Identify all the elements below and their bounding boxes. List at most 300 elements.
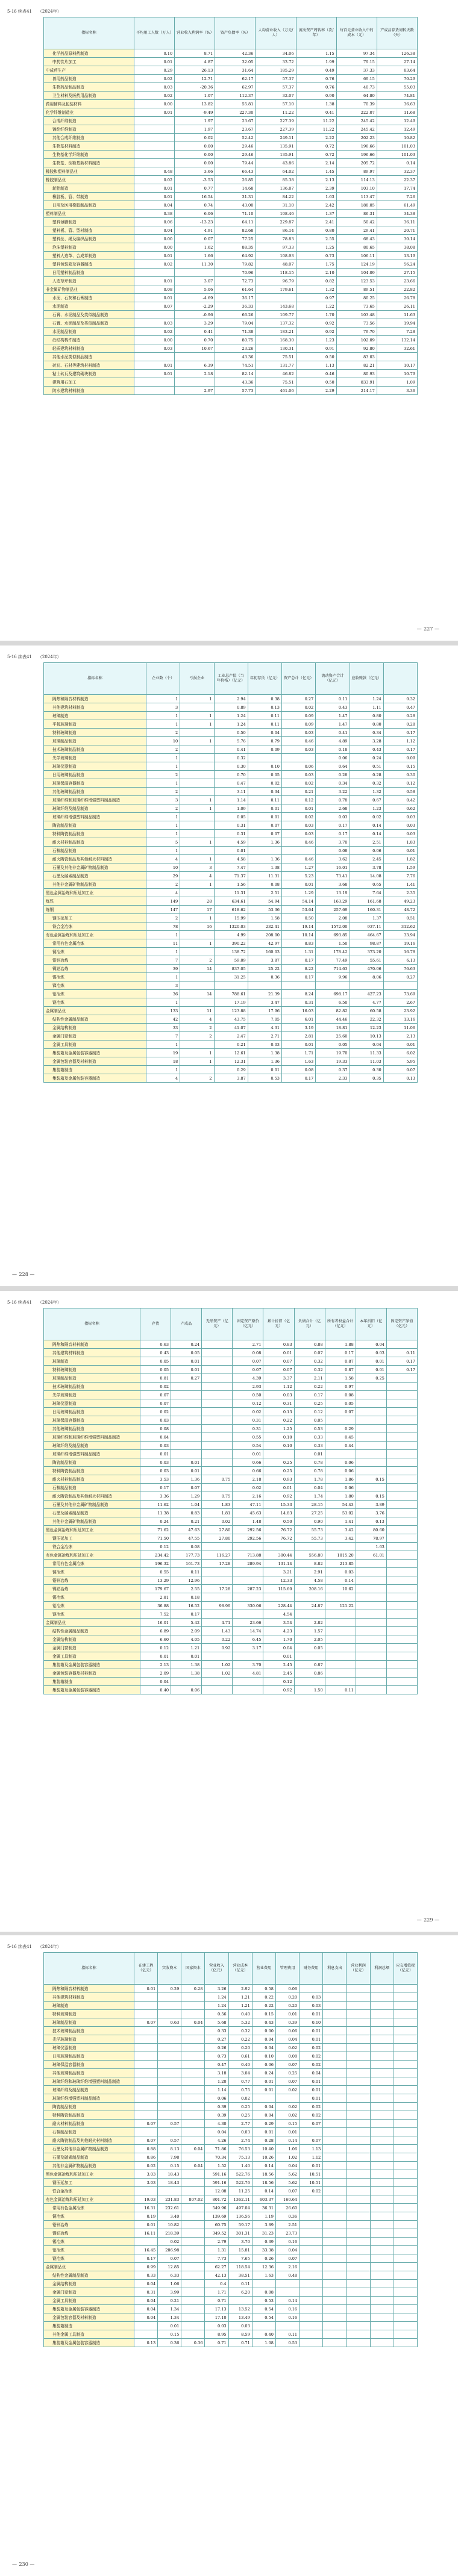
table-cell	[394, 2061, 417, 2069]
table-cell: 0.17	[140, 1484, 171, 1492]
table-cell: 59.09	[214, 956, 248, 965]
table-cell: 1	[180, 695, 214, 703]
table-cell: 2.79	[205, 2238, 228, 2246]
table-cell	[323, 2010, 347, 2018]
table-cell	[386, 1442, 417, 1450]
table-cell: 0.07	[263, 1366, 294, 1374]
row-label: 石棉制品制造	[44, 2128, 134, 2136]
table-cell	[394, 2027, 417, 2035]
column-header: 亏损企业	[180, 663, 214, 695]
table-cell: 0.30	[350, 1066, 383, 1074]
table-row	[44, 193, 418, 201]
table-cell: 0.03	[228, 2322, 252, 2330]
table-cell: 2.92	[228, 1985, 252, 1993]
table-cell: 4.39	[233, 1374, 263, 1383]
table-header-row	[44, 1953, 418, 1985]
table-cell	[350, 982, 383, 990]
table-cell: 8.06	[350, 973, 383, 982]
table-row	[44, 712, 418, 720]
table-cell: 0.34	[248, 788, 281, 796]
table-row	[44, 1057, 418, 1066]
table-cell	[356, 1678, 386, 1686]
table-cell: 618.62	[214, 906, 248, 914]
table-row	[44, 720, 418, 729]
table-cell: 47.11	[233, 1501, 263, 1509]
table-cell: 16.54	[175, 193, 215, 201]
table-cell: 160.31	[350, 906, 383, 914]
row-label: 石墨及其他非金属矿物制品制造	[44, 2145, 134, 2153]
table-cell: 3.22	[316, 788, 350, 796]
column-header: 平均用工人数（万人）	[134, 17, 175, 49]
table-row	[44, 1374, 418, 1383]
table-row	[44, 745, 418, 754]
table-cell: 83.64	[377, 66, 417, 75]
table-cell: 160.03	[248, 948, 281, 956]
table-cell: 36.17	[215, 294, 256, 302]
table-cell	[383, 982, 417, 990]
table-cell: 43.00	[215, 201, 256, 210]
table-cell: 0.20	[228, 2044, 252, 2052]
table-cell: 21.39	[248, 990, 281, 998]
table-cell	[325, 1669, 356, 1678]
table-cell: 0.04	[134, 2313, 158, 2322]
table-cell: 461.06	[256, 387, 296, 395]
table-cell	[323, 2204, 347, 2212]
table-cell: 0.41	[175, 328, 215, 336]
table-row	[44, 151, 418, 159]
table-cell: 0.31	[263, 1399, 294, 1408]
table-cell: 0.16	[275, 2238, 299, 2246]
table-cell: 0.17	[294, 1391, 325, 1399]
table-cell: 11.33	[350, 1049, 383, 1057]
table-cell: 3.40	[158, 2212, 181, 2221]
table-cell: 132.14	[377, 336, 417, 344]
table-cell: 3.70	[228, 2238, 252, 2246]
table-row	[44, 1993, 418, 2002]
table-cell: 17.10	[205, 2313, 228, 2322]
table-cell: 31.10	[256, 201, 296, 210]
table-cell: 0.58	[383, 788, 417, 796]
row-label: 其他建筑材料制造	[44, 703, 146, 712]
table-cell: 19.94	[377, 319, 417, 328]
table-cell: 0.87	[325, 1366, 356, 1374]
table-cell: 8.71	[175, 49, 215, 58]
table-cell: 1	[146, 948, 180, 956]
table-cell	[248, 754, 281, 762]
table-cell: 0.03	[134, 344, 175, 353]
table-cell	[370, 2238, 394, 2246]
table-cell: 14.08	[350, 872, 383, 880]
table-cell: 2	[180, 1024, 214, 1032]
table-cell: 2.16	[275, 2263, 299, 2271]
table-cell	[181, 2254, 205, 2263]
row-label: 铝冶炼	[44, 1602, 140, 1610]
table-cell	[202, 1383, 233, 1391]
table-cell: 0.04	[252, 2103, 275, 2111]
table-cell	[394, 2179, 417, 2187]
table-cell: 70.29	[377, 75, 417, 83]
table-row	[44, 2120, 418, 2128]
table-cell: 196.66	[336, 142, 377, 151]
table-cell: 0.01	[233, 1450, 263, 1458]
table-row	[44, 387, 418, 395]
row-label: 金属制品业	[44, 1007, 146, 1015]
table-cell	[180, 1066, 214, 1074]
column-header: 财务费用	[300, 1953, 323, 1985]
table-cell	[158, 2027, 181, 2035]
table-cell: 0.04	[263, 1644, 294, 1652]
table-cell	[370, 2280, 394, 2288]
row-label: 石墨及其他非金属矿物制品制造	[44, 863, 146, 872]
table-cell	[323, 2153, 347, 2162]
row-label: 铅锌冶炼	[44, 1576, 140, 1585]
table-cell	[356, 1686, 386, 1694]
table-cell	[370, 2094, 394, 2103]
table-cell: 0.41	[316, 729, 350, 737]
table-cell: 136.56	[228, 2212, 252, 2221]
table-cell	[134, 2077, 158, 2086]
table-cell: 0.54	[252, 2305, 275, 2313]
table-row	[44, 117, 418, 125]
table-cell: 0.20	[275, 1993, 299, 2002]
table-cell	[180, 745, 214, 754]
table-cell: 53.36	[248, 906, 281, 914]
data-table-1	[43, 17, 418, 395]
table-row	[44, 771, 418, 779]
table-cell: 25.22	[248, 965, 281, 973]
table-cell: 3.04	[228, 2069, 252, 2077]
table-cell: 1.02	[275, 2153, 299, 2162]
table-cell	[370, 2330, 394, 2339]
column-header: 流动资产合计（亿元）	[316, 663, 350, 695]
table-cell: 71.38	[215, 328, 256, 336]
table-cell: 0.15	[356, 1492, 386, 1501]
table-cell: 1.13	[296, 361, 336, 370]
row-label: 耐火陶瓷制品及其他耐火材料制造	[44, 855, 146, 863]
table-cell: 48.07	[256, 260, 296, 269]
table-cell: 0.11	[248, 712, 281, 720]
table-cell: 3.21	[263, 1568, 294, 1576]
table-row	[44, 1475, 418, 1484]
table-cell: 0.97	[325, 1383, 356, 1391]
table-cell	[356, 1602, 386, 1610]
table-cell: 10.62	[325, 1585, 356, 1593]
table-cell	[386, 1635, 417, 1644]
row-label: 特种陶瓷制品制造	[44, 1467, 140, 1475]
table-cell: 135.91	[256, 142, 296, 151]
table-cell	[180, 821, 214, 830]
table-cell	[202, 1467, 233, 1475]
table-cell: 10.14	[282, 931, 316, 939]
table-cell: 0.77	[228, 2077, 252, 2086]
table-cell: 37.33	[336, 66, 377, 75]
table-cell: 0.91	[296, 344, 336, 353]
table-row	[44, 1576, 418, 1585]
table-cell: 1.37	[350, 914, 383, 922]
table-cell: 0.28	[350, 771, 383, 779]
table-cell: 0.28	[316, 771, 350, 779]
table-cell	[386, 1340, 417, 1349]
row-label: 玻璃纤维增强塑料制品制造	[44, 813, 146, 821]
table-cell: 76.72	[263, 1534, 294, 1543]
table-cell	[323, 2018, 347, 2027]
table-cell	[323, 2339, 347, 2347]
table-cell: 73.69	[383, 990, 417, 998]
table-cell	[356, 1627, 386, 1635]
table-cell: 185.29	[256, 66, 296, 75]
row-label: 有色金属冶炼和压延加工业	[44, 2195, 134, 2204]
table-cell: 8.24	[282, 990, 316, 998]
table-cell: 12.61	[214, 1049, 248, 1057]
table-cell: 3.26	[205, 1985, 228, 1993]
table-cell: 57.73	[215, 387, 256, 395]
table-cell	[214, 982, 248, 990]
table-cell: 0.57	[158, 2136, 181, 2145]
column-header: 每百元营业收入中的成本（元）	[336, 17, 377, 49]
table-row	[44, 982, 418, 990]
table-cell: 1.24	[214, 720, 248, 729]
table-cell	[394, 2313, 417, 2322]
table-cell: 0.05	[248, 771, 281, 779]
table-cell	[228, 2297, 252, 2305]
table-cell: 0.00	[134, 336, 175, 344]
table-row	[44, 1433, 418, 1442]
table-cell: 0.03	[282, 830, 316, 838]
table-cell: 2.11	[294, 1374, 325, 1383]
table-cell: 0.24	[252, 2069, 275, 2077]
row-label: 生物药品制品制造	[44, 83, 134, 92]
table-cell: 97.34	[336, 49, 377, 58]
table-cell	[370, 2221, 394, 2229]
table-row	[44, 1049, 418, 1057]
table-cell: 46.82	[256, 370, 296, 378]
table-cell: 4.59	[214, 838, 248, 847]
table-cell	[202, 1391, 233, 1399]
table-row	[44, 855, 418, 863]
table-cell: 49.23	[383, 897, 417, 906]
table-cell: 12.49	[377, 125, 417, 134]
table-row	[44, 2136, 418, 2145]
row-label: 锡冶炼	[44, 973, 146, 982]
table-cell: 0.04	[252, 2044, 275, 2052]
table-cell: 124.19	[336, 260, 377, 269]
table-cell: 0.43	[316, 703, 350, 712]
table-cell: 0.07	[140, 1391, 171, 1399]
table-cell: 22.32	[350, 1015, 383, 1024]
table-cell	[202, 1686, 233, 1694]
table-row	[44, 1492, 418, 1501]
table-cell: 1.86	[325, 1475, 356, 1484]
table-cell: 1.66	[175, 252, 215, 260]
table-cell: 78.83	[256, 235, 296, 243]
table-cell	[171, 1408, 202, 1416]
table-cell: 1.09	[214, 804, 248, 813]
table-cell: 96.79	[256, 277, 296, 285]
row-label: 中药饮片加工	[44, 58, 134, 66]
table-cell: 0.07	[275, 2187, 299, 2195]
table-cell: 80.75	[215, 336, 256, 344]
table-cell	[356, 1644, 386, 1652]
table-cell: 470.06	[350, 965, 383, 973]
table-cell: 66.26	[215, 311, 256, 319]
table-cell: 4.23	[263, 1627, 294, 1635]
row-label: 金属门窗制造	[44, 1032, 146, 1041]
table-cell	[181, 2010, 205, 2018]
table-cell	[181, 2103, 205, 2111]
table-cell: 0.28	[252, 2136, 275, 2145]
table-cell: 133	[146, 1007, 180, 1015]
table-cell	[347, 2238, 370, 2246]
table-cell: 1.88	[325, 1340, 356, 1349]
table-cell	[171, 1450, 202, 1458]
table-cell: 55.81	[215, 100, 256, 108]
table-cell: 86.31	[336, 210, 377, 218]
table-cell: 13.16	[383, 1015, 417, 1024]
table-cell: 0.47	[383, 703, 417, 712]
table-cell: 0.75	[228, 2086, 252, 2094]
table-cell	[323, 2263, 347, 2271]
table-cell	[386, 1383, 417, 1391]
table-cell: 0.07	[248, 830, 281, 838]
table-row	[44, 729, 418, 737]
table-cell	[233, 1593, 263, 1602]
table-cell: 0.83	[263, 1340, 294, 1349]
table-cell	[347, 2069, 370, 2077]
row-label: 玻璃纤维及制品制造	[44, 1442, 140, 1450]
table-cell: 234.42	[140, 1551, 171, 1560]
table-cell	[300, 2322, 323, 2330]
column-header: 无形资产（亿元）	[202, 1308, 233, 1340]
table-cell: 135.91	[256, 151, 296, 159]
table-cell: 1.82	[383, 855, 417, 863]
table-cell: 0.15	[383, 762, 417, 771]
table-cell: 55.03	[377, 83, 417, 92]
table-cell	[300, 2271, 323, 2280]
table-cell: 713.88	[233, 1551, 263, 1560]
table-cell: 0.78	[294, 1458, 325, 1467]
table-cell: 0.05	[140, 1366, 171, 1374]
table-cell: 0.01	[171, 1458, 202, 1467]
table-cell	[181, 2187, 205, 2195]
table-cell: 0.65	[350, 880, 383, 889]
table-cell: 188.05	[336, 201, 377, 210]
table-cell: 0.02	[134, 75, 175, 83]
table-cell	[134, 2061, 158, 2069]
table-cell: 5.76	[214, 737, 248, 745]
table-cell: 0.11	[171, 1568, 202, 1576]
table-cell: 0.04	[275, 2035, 299, 2044]
table-cell: 1.22	[296, 302, 336, 311]
table-cell: 42.13	[205, 2271, 228, 2280]
table-cell: 0.02	[134, 260, 175, 269]
table-cell	[134, 269, 175, 277]
table-cell	[323, 2238, 347, 2246]
table-cell: 3.42	[325, 1526, 356, 1534]
table-cell	[370, 2297, 394, 2305]
row-label: 其他玻璃制品制造	[44, 788, 146, 796]
table-cell: 10.82	[377, 134, 417, 142]
table-cell: 208.00	[248, 931, 281, 939]
table-cell: 160.64	[275, 2195, 299, 2204]
table-cell: 0.24	[350, 754, 383, 762]
row-label: 黑色金属冶炼和压延加工业	[44, 1526, 140, 1534]
table-cell: 131.14	[263, 1560, 294, 1568]
table-cell: 0.39	[275, 2018, 299, 2027]
table-cell: 33.38	[252, 2246, 275, 2254]
table-row	[44, 695, 418, 703]
table-cell: 0.33	[134, 2271, 158, 2280]
table-cell	[323, 2297, 347, 2305]
row-label: 有色金属冶炼和压延加工业	[44, 931, 146, 939]
table-row	[44, 1074, 418, 1083]
table-cell: 0.22	[228, 2035, 252, 2044]
table-cell: 0.01	[252, 2086, 275, 2094]
table-cell: 0.09	[383, 754, 417, 762]
table-cell: 1.02	[202, 1669, 233, 1678]
row-label: 锑冶炼	[44, 982, 146, 990]
table-cell	[323, 2254, 347, 2263]
table-cell: 3.99	[158, 2288, 181, 2297]
table-row	[44, 1425, 418, 1433]
table-cell: 0.12	[383, 779, 417, 788]
table-cell	[323, 2002, 347, 2010]
table-cell	[134, 159, 175, 167]
table-cell: 312.62	[383, 922, 417, 931]
table-cell: 1.34	[158, 2305, 181, 2313]
table-cell: 0.08	[282, 1066, 316, 1074]
table-cell: 62.27	[205, 2263, 228, 2271]
table-cell: 59.17	[228, 2221, 252, 2229]
table-cell: 4.87	[175, 58, 215, 66]
table-cell	[202, 1678, 233, 1686]
table-row	[44, 2027, 418, 2035]
table-cell: 0.90	[294, 1517, 325, 1526]
table-cell: 788.61	[214, 990, 248, 998]
row-label: 塑料包装箱及容器制造	[44, 260, 134, 269]
table-row	[44, 1349, 418, 1357]
table-cell	[394, 2035, 417, 2044]
table-cell	[252, 2280, 275, 2288]
table-cell: 0.61	[228, 2052, 252, 2061]
table-cell: 1.47	[316, 712, 350, 720]
table-cell: 0.31	[282, 998, 316, 1007]
table-cell: 292.56	[233, 1526, 263, 1534]
table-cell: 1	[180, 804, 214, 813]
table-cell: 2.51	[350, 838, 383, 847]
table-cell: 0.07	[171, 1484, 202, 1492]
table-cell	[370, 2052, 394, 2061]
table-cell: 0.17	[383, 729, 417, 737]
table-row	[44, 1602, 418, 1610]
table-cell: 1.40	[228, 2162, 252, 2170]
table-cell: 0.05	[171, 1349, 202, 1357]
table-cell	[294, 1593, 325, 1602]
table-cell: 56.24	[377, 260, 417, 269]
table-cell: 0.04	[275, 2162, 299, 2170]
table-row	[44, 2111, 418, 2120]
table-cell: 0.92	[296, 328, 336, 336]
table-cell: 3.03	[134, 2170, 158, 2179]
table-cell: 17	[180, 906, 214, 914]
table-cell: 0.01	[275, 2010, 299, 2018]
table-cell: 1.81	[202, 1509, 233, 1517]
table-cell	[323, 2162, 347, 2170]
table-cell: 2	[146, 745, 180, 754]
row-label: 石棉制品制造	[44, 1484, 140, 1492]
row-label: 集装箱及金属包装容器制造	[44, 2305, 134, 2313]
table-cell	[171, 1678, 202, 1686]
page-header	[7, 1944, 67, 1950]
